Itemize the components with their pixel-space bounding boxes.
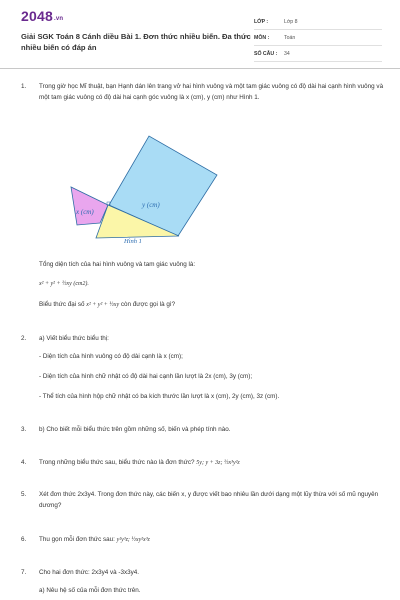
logo-text: 2048	[21, 8, 53, 24]
question-4-text: Trong những biểu thức sau, biểu thức nào là đơn thức?	[39, 459, 195, 466]
meta-row-class	[254, 14, 382, 30]
figure-caption: Hình 1	[124, 238, 142, 245]
question-7-sub: a) Nêu hệ số của mỗi đơn thức trên.	[39, 587, 141, 594]
meta-key: MÔN :	[254, 34, 270, 41]
question-4-expression: 5y; y + 3z; ½x³y²z	[196, 460, 240, 466]
question-number: 4.	[21, 459, 27, 466]
meta-key: SỐ CÂU :	[254, 50, 278, 57]
label-y: y (cm)	[142, 201, 160, 209]
question-number: 5.	[21, 491, 27, 498]
page-header	[0, 0, 400, 66]
ask-prefix: Biểu thức đại số	[39, 301, 85, 308]
meta-value: Toán	[284, 34, 296, 41]
meta-row-count	[254, 46, 382, 62]
question-text: Cho hai đơn thức: 2x3y4 và -3x3y4.	[39, 569, 140, 576]
meta-key: LỚP :	[254, 18, 269, 25]
question-text: Trong giờ học Mĩ thuật, bạn Hạnh dán lên trang vở hai hình vuông và một tam giác vuông có độ dài hai cạnh hình vuông và một tam giác vuông có độ dài hai cạnh góc vuông là x (cm), y (cm) như Hình 1.	[39, 83, 384, 101]
meta-value: 34	[284, 50, 290, 57]
header-divider	[0, 68, 400, 69]
question-text	[39, 534, 384, 546]
area-text: Tổng diện tích của hai hình vuông và tam giác vuông là:	[39, 261, 196, 268]
logo-suffix: .vn	[53, 16, 64, 22]
question-2-bullet: - Diện tích của hình vuông có độ dài cạnh là x (cm);	[39, 353, 183, 360]
question-6-text: Thu gọn mỗi đơn thức sau:	[39, 536, 115, 543]
question-number: 3.	[21, 426, 27, 433]
question-1-ask	[39, 299, 369, 311]
question-6-expression: y²y³z; ½xy²x³z	[116, 537, 150, 543]
ask-suffix: còn được gọi là gì?	[120, 301, 176, 308]
ask-expression: x² + y² + ½xy	[86, 302, 120, 308]
question-number: 7.	[21, 569, 27, 576]
question-number: 1.	[21, 83, 27, 90]
document-meta	[254, 14, 382, 62]
question-text: a) Viết biểu thức biểu thị:	[39, 335, 109, 342]
question-2-bullet: - Thể tích của hình hộp chữ nhật có ba kích thước lần lượt là x (cm), 2y (cm), 3z (cm).	[39, 393, 280, 400]
question-number: 6.	[21, 536, 27, 543]
site-logo[interactable]	[21, 8, 63, 24]
question-2-bullet: - Diện tích của hình chữ nhật có độ dài hai cạnh lần lượt là 2x (cm), 3y (cm);	[39, 373, 253, 380]
meta-row-subject	[254, 30, 382, 46]
question-text: Xét đơn thức 2x3y4. Trong đơn thức này, các biến x, y được viết bao nhiêu lần dưới dạng một lũy thừa với số mũ nguyên dương?	[39, 491, 379, 509]
question-number: 2.	[21, 335, 27, 342]
area-expression: x² + y² + ½xy (cm2).	[39, 281, 89, 287]
figure-1	[56, 133, 226, 253]
document-title: Giải SGK Toán 8 Cánh diều Bài 1. Đơn thức nhiều biến. Đa thức nhiều biến có đáp án	[21, 32, 251, 52]
meta-value: Lớp 8	[284, 18, 298, 25]
question-text: b) Cho biết mỗi biểu thức trên gồm những số, biến và phép tính nào.	[39, 426, 231, 433]
question-text	[39, 457, 384, 469]
label-x: x (cm)	[76, 208, 94, 216]
